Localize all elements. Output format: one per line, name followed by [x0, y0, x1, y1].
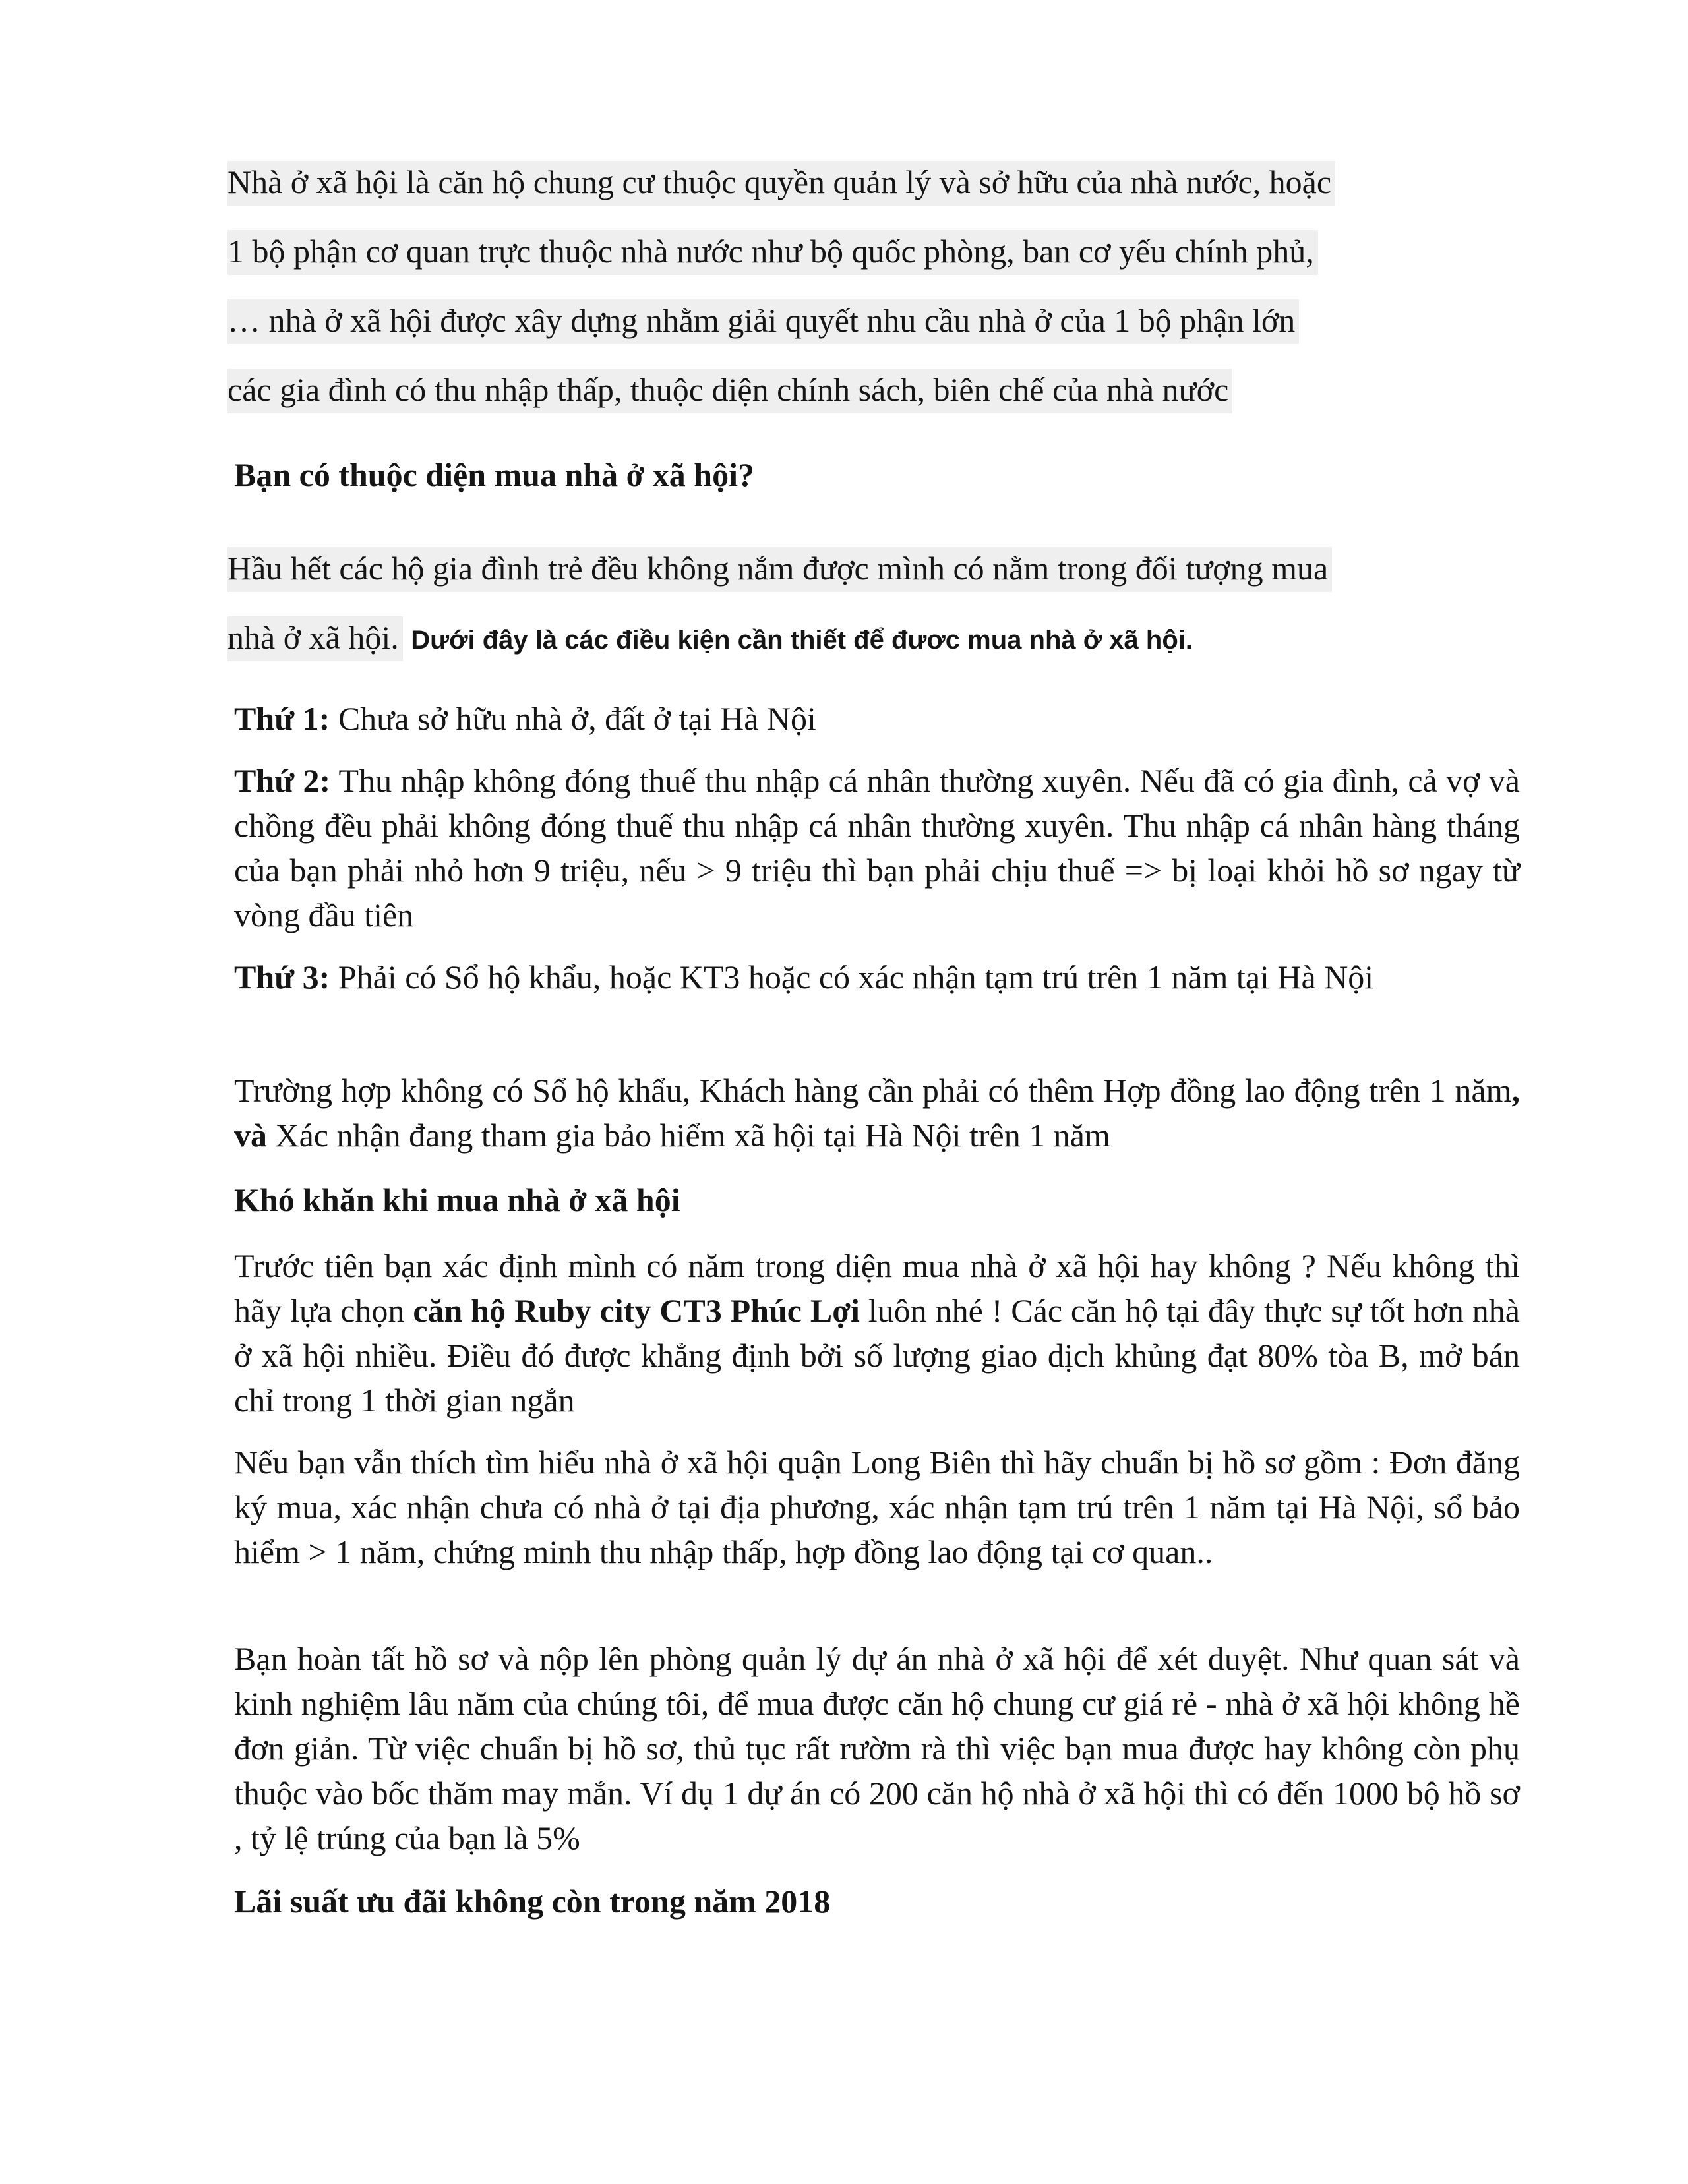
condition-3	[234, 955, 1520, 999]
condition-1	[234, 696, 1520, 741]
intro-paragraph	[227, 148, 1520, 425]
eligibility-sans-note: Dưới đây là các điều kiện cần thiết để đươc mua nhà ở xã hội.	[411, 626, 1193, 655]
condition-text: Chưa sở hữu nhà ở, đất ở tại Hà Nội	[330, 700, 816, 737]
difficulty-paragraph-1: Trước tiên bạn xác định mình có năm trong diện mua nhà ở xã hội hay không ? Nếu không thì hãy lựa chọn căn hộ Ruby city CT3 Phúc Lợi luôn nhé ! Các căn hộ tại đây thực sự tốt hơn nhà ở xã hội nhiều. Điều đó được khẳng định bởi số lượng giao dịch khủng đạt 80% tòa B, mở bán chỉ trong 1 thời gian ngắn	[234, 1247, 1520, 1419]
eligibility-line: nhà ở xã hội. Dưới đây là các điều kiện cần thiết để đươc mua nhà ở xã hội.	[227, 603, 1520, 675]
intro-line: Nhà ở xã hội là căn hộ chung cư thuộc quyền quản lý và sở hữu của nhà nước, hoặc	[227, 148, 1520, 217]
condition-label: Thứ 3:	[234, 959, 330, 995]
condition-text: Phải có Sổ hộ khẩu, hoặc KT3 hoặc có xác nhận tạm trú trên 1 năm tại Hà Nội	[330, 959, 1374, 995]
household-note: Trường hợp không có Sổ hộ khẩu, Khách hàng cần phải có thêm Hợp đồng lao động trên 1 năm, và Xác nhận đang tham gia bảo hiểm xã hội tại Hà Nội trên 1 năm	[234, 1072, 1520, 1154]
condition-label: Thứ 1:	[234, 700, 330, 737]
intro-line: 1 bộ phận cơ quan trực thuộc nhà nước như bộ quốc phòng, ban cơ yếu chính phủ,	[227, 217, 1520, 286]
eligibility-line: Hầu hết các hộ gia đình trẻ đều không nắm được mình có nằm trong đối tượng mua	[227, 534, 1520, 603]
intro-line: … nhà ở xã hội được xây dựng nhằm giải quyết nhu cầu nhà ở của 1 bộ phận lớn	[227, 286, 1520, 355]
heading-eligibility: Bạn có thuộc diện mua nhà ở xã hội?	[234, 456, 754, 493]
difficulty-paragraph-2: Nếu bạn vẫn thích tìm hiểu nhà ở xã hội quận Long Biên thì hãy chuẩn bị hồ sơ gồm : Đơn đăng ký mua, xác nhận chưa có nhà ở tại địa phương, xác nhận tạm trú trên 1 năm tại Hà Nội, sổ bảo hiểm > 1 năm, chứng minh thu nhập thấp, hợp đồng lao động tại cơ quan..	[234, 1444, 1520, 1570]
condition-text: Thu nhập không đóng thuế thu nhập cá nhân thường xuyên. Nếu đã có gia đình, cả vợ và chồng đều phải không đóng thuế thu nhập cá nhân thường xuyên. Thu nhập cá nhân hàng tháng của bạn phải nhỏ hơn 9 triệu, nếu > 9 triệu thì bạn phải chịu thuế => bị loại khỏi hồ sơ ngay từ vòng đầu tiên	[234, 762, 1521, 933]
condition-label: Thứ 2:	[234, 762, 331, 799]
condition-2	[234, 758, 1520, 937]
heading-interest-rate: Lãi suất ưu đãi không còn trong năm 2018	[234, 1883, 831, 1920]
difficulty-paragraph-3: Bạn hoàn tất hồ sơ và nộp lên phòng quản lý dự án nhà ở xã hội để xét duyệt. Như quan sát và kinh nghiệm lâu năm của chúng tôi, để mua được căn hộ chung cư giá rẻ - nhà ở xã hội không hề đơn giản. Từ việc chuẩn bị hồ sơ, thủ tục rất rườm rà thì việc bạn mua được hay không còn phụ thuộc vào bốc thăm may mắn. Ví dụ 1 dự án có 200 căn hộ nhà ở xã hội thì có đến 1000 bộ hồ sơ , tỷ lệ trúng của bạn là 5%	[234, 1640, 1520, 1856]
intro-line: các gia đình có thu nhập thấp, thuộc diện chính sách, biên chế của nhà nước	[227, 355, 1520, 425]
project-name: căn hộ Ruby city CT3 Phúc Lợi	[413, 1292, 860, 1329]
eligibility-intro	[227, 534, 1520, 675]
heading-difficulties: Khó khăn khi mua nhà ở xã hội	[234, 1181, 680, 1218]
